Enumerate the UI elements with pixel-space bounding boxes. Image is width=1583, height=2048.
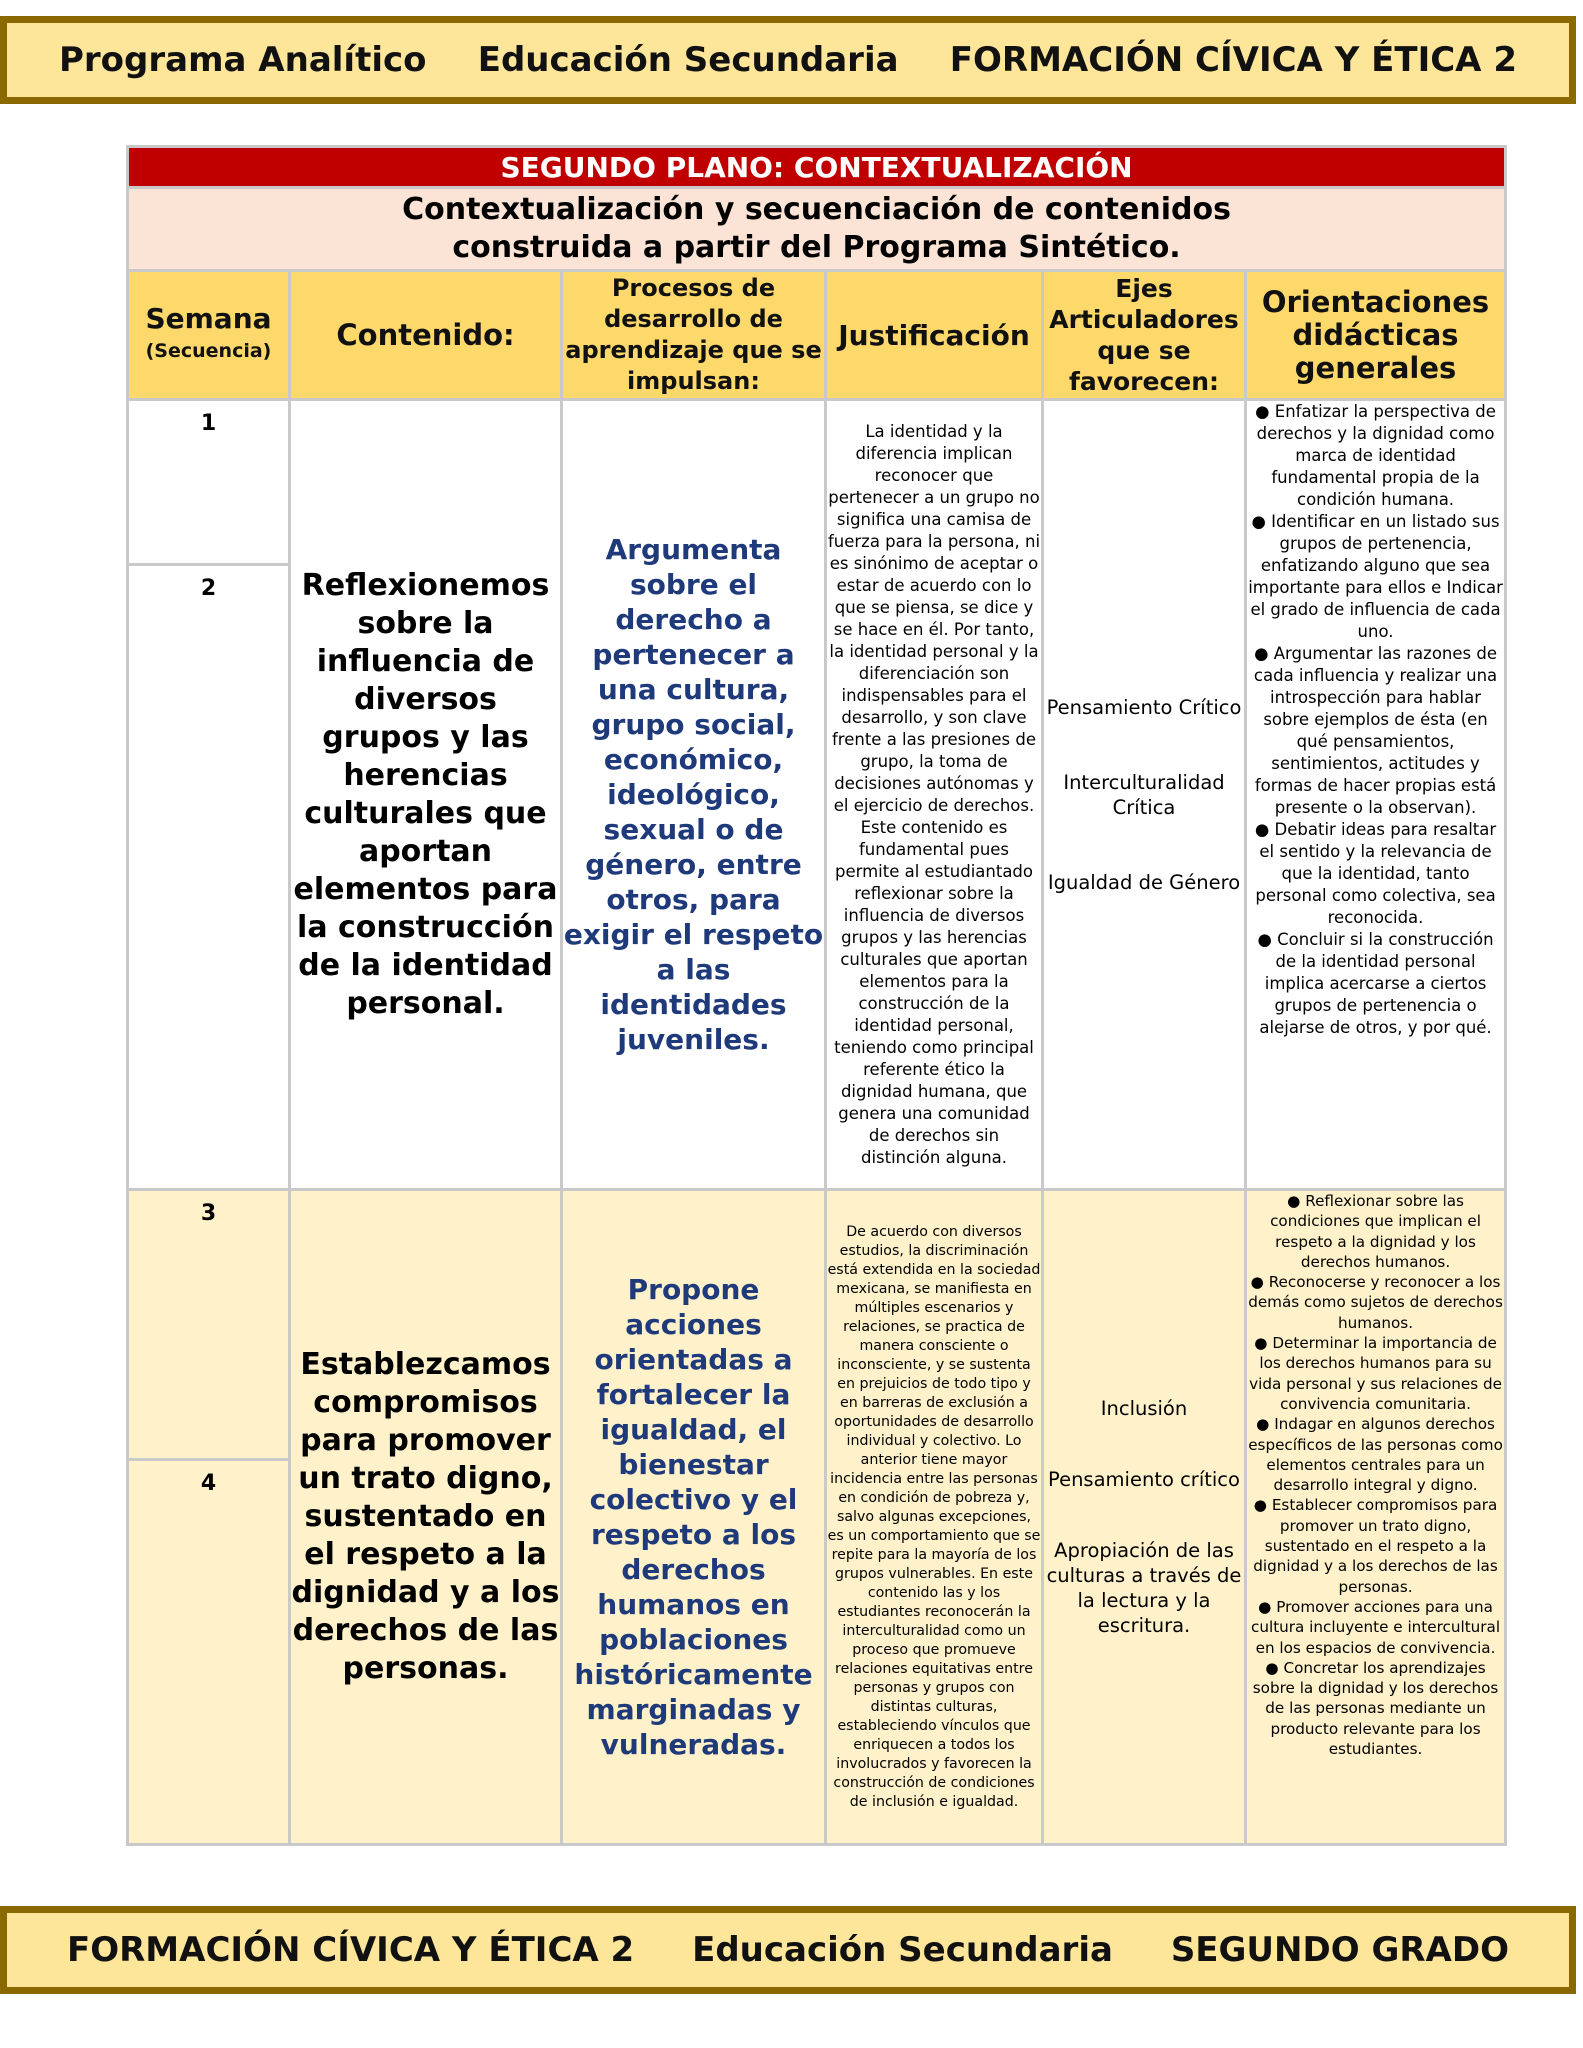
justification-cell: La identidad y la diferencia implican reconocer que pertenecer a un grupo no significa una camisa de fuerza para la persona, ni es sinónimo de aceptar o estar de acuerdo con lo que se piensa, se dice y se hace en él. Por tanto, la identidad personal y la diferenciación son indispensables para el desarrollo, y son clave frente a las presiones de grupo, la toma de decisiones autónomas y el ejercicio de derechos. Este contenido es fundamental pues permite al estudiantado reflexionar sobre la influencia de diversos grupos y las herencias culturales que aportan elementos para la construcción de la identidad personal, teniendo como principal referente ético la dignidad humana, que genera una comunidad de derechos sin distinción alguna. [826,400,1043,1190]
footer-subject: FORMACIÓN CÍVICA Y ÉTICA 2 [67,1930,635,1970]
guideline-item: ● Concretar los aprendizajes sobre la dignidad y los derechos de las personas mediante un producto relevante para los estudiantes. [1252,1658,1499,1759]
column-header-semana [128,271,290,400]
week-cell [128,1190,290,1845]
guidelines-cell [1246,400,1506,1190]
contextualization-table-wrapper [126,145,1504,1846]
axis-item: Inclusión [1100,1397,1188,1420]
guideline-item: ● Indagar en algunos derechos específicos de las personas como elementos centrales para un desarrollo integral y digno. [1248,1415,1503,1495]
header-subject: FORMACIÓN CÍVICA Y ÉTICA 2 [949,40,1517,80]
table-row [128,400,1506,1190]
guideline-item: ● Enfatizar la perspectiva de derechos y la dignidad como marca de identidad fundamental propia de la condición humana. [1255,402,1496,509]
axes-cell [1043,400,1246,1190]
learning-process-cell: Propone acciones orientadas a fortalecer la igualdad, el bienestar colectivo y el respeto a los derechos humanos en poblaciones históricamente marginadas y vulneradas. [562,1190,826,1845]
axis-item: Interculturalidad Crítica [1063,770,1225,819]
guideline-item: ● Debatir ideas para resaltar el sentido y la relevancia de que la identidad, tanto personal como colectiva, sea reconocida. [1254,820,1497,927]
guideline-item: ● Establecer compromisos para promover un trato digno, sustentado en el respeto a la dignidad y a los derechos de las personas. [1253,1496,1498,1596]
content-cell: Reflexionemos sobre la influencia de diversos grupos y las herencias culturales que aportan elementos para la construcción de la identidad personal. [290,400,562,1190]
guideline-item: ● Concluir si la construcción de la identidad personal implica acercarse a ciertos grupos de pertenencia o alejarse de otros, y por qué. [1257,930,1494,1037]
header-level: Educación Secundaria [477,40,899,80]
content-cell: Establezcamos compromisos para promover un trato digno, sustentado en el respeto a la dignidad y a los derechos de las personas. [290,1190,562,1845]
guideline-item: ● Promover acciones para una cultura incluyente e intercultural en los espacios de convivencia. [1251,1597,1501,1657]
guidelines-cell [1246,1190,1506,1845]
column-header-orientaciones: Orientaciones didácticas generales [1246,271,1506,400]
column-header-semana-label: Semana [145,302,272,335]
column-header-justificacion: Justificación [826,271,1043,400]
guideline-item: ● Argumentar las razones de cada influencia y realizar una introspección para hablar sobre ejemplos de ésta (en qué pensamientos, sentimientos, actitudes y formas de hacer propias está presente o la observan). [1253,644,1498,817]
column-header-semana-sub: (Secuencia) [145,340,272,362]
axis-item: Igualdad de Género [1047,870,1241,894]
guideline-item: ● Determinar la importancia de los derechos humanos para su vida personal y sus relaciones de convivencia comunitaria. [1249,1334,1502,1413]
guideline-item: ● Identificar en un listado sus grupos de pertenencia, enfatizando alguno que sea importante para ellos e Indicar el grado de influencia de cada uno. [1248,512,1503,641]
contextualization-table [126,145,1507,1846]
week-cell [128,400,290,1190]
table-row [128,1190,1506,1845]
guideline-item: ● Reflexionar sobre las condiciones que implican el respeto a la dignidad y los derechos humanos. [1270,1192,1481,1271]
table-title: SEGUNDO PLANO: CONTEXTUALIZACIÓN [128,147,1506,188]
page-header-band [0,16,1576,104]
week-number: 3 [129,1191,288,1461]
column-header-ejes: Ejes Articuladores que se favorecen: [1043,271,1246,400]
week-number: 4 [200,1471,217,1496]
column-header-contenido: Contenido: [290,271,562,400]
footer-grade: SEGUNDO GRADO [1170,1930,1509,1970]
axis-item: Apropiación de las culturas a través de la lectura y la escritura. [1046,1539,1242,1637]
column-header-procesos: Procesos de desarrollo de aprendizaje que se impulsan: [562,271,826,400]
guideline-item: ● Reconocerse y reconocer a los demás como sujetos de derechos humanos. [1248,1273,1503,1332]
table-subtitle-line-2: construida a partir del Programa Sintético. [452,230,1181,265]
table-subtitle-line-1: Contextualización y secuenciación de contenidos [402,192,1231,227]
footer-level: Educación Secundaria [692,1930,1113,1970]
table-subtitle [128,188,1506,271]
axes-cell [1043,1190,1246,1845]
week-number: 2 [200,576,217,601]
page-footer-band [0,1906,1576,1994]
axis-item: Pensamiento crítico [1048,1468,1240,1491]
header-program-title: Programa Analítico [59,40,427,80]
learning-process-cell: Argumenta sobre el derecho a pertenecer a una cultura, grupo social, económico, ideológico, sexual o de género, entre otros, para exigir el respeto a las identidades juveniles. [562,400,826,1190]
week-number: 1 [129,401,288,566]
justification-cell: De acuerdo con diversos estudios, la discriminación está extendida en la sociedad mexicana, se manifiesta en múltiples escenarios y relaciones, se practica de manera consciente o inconsciente, y se sustenta en prejuicios de todo tipo y en barreras de exclusión a oportunidades de desarrollo individual y colectivo. Lo anterior tiene mayor incidencia entre las personas en condición de pobreza y, salvo algunas excepciones, es un comportamiento que se repite para la mayoría de los grupos vulnerables. En este contenido las y los estudiantes reconocerán la interculturalidad como un proceso que promueve relaciones equitativas entre personas y grupos con distintas culturas, estableciendo vínculos que enriquecen a todos los involucrados y favorecen la construcción de condiciones de inclusión e igualdad. [826,1190,1043,1845]
axis-item: Pensamiento Crítico [1046,695,1242,719]
